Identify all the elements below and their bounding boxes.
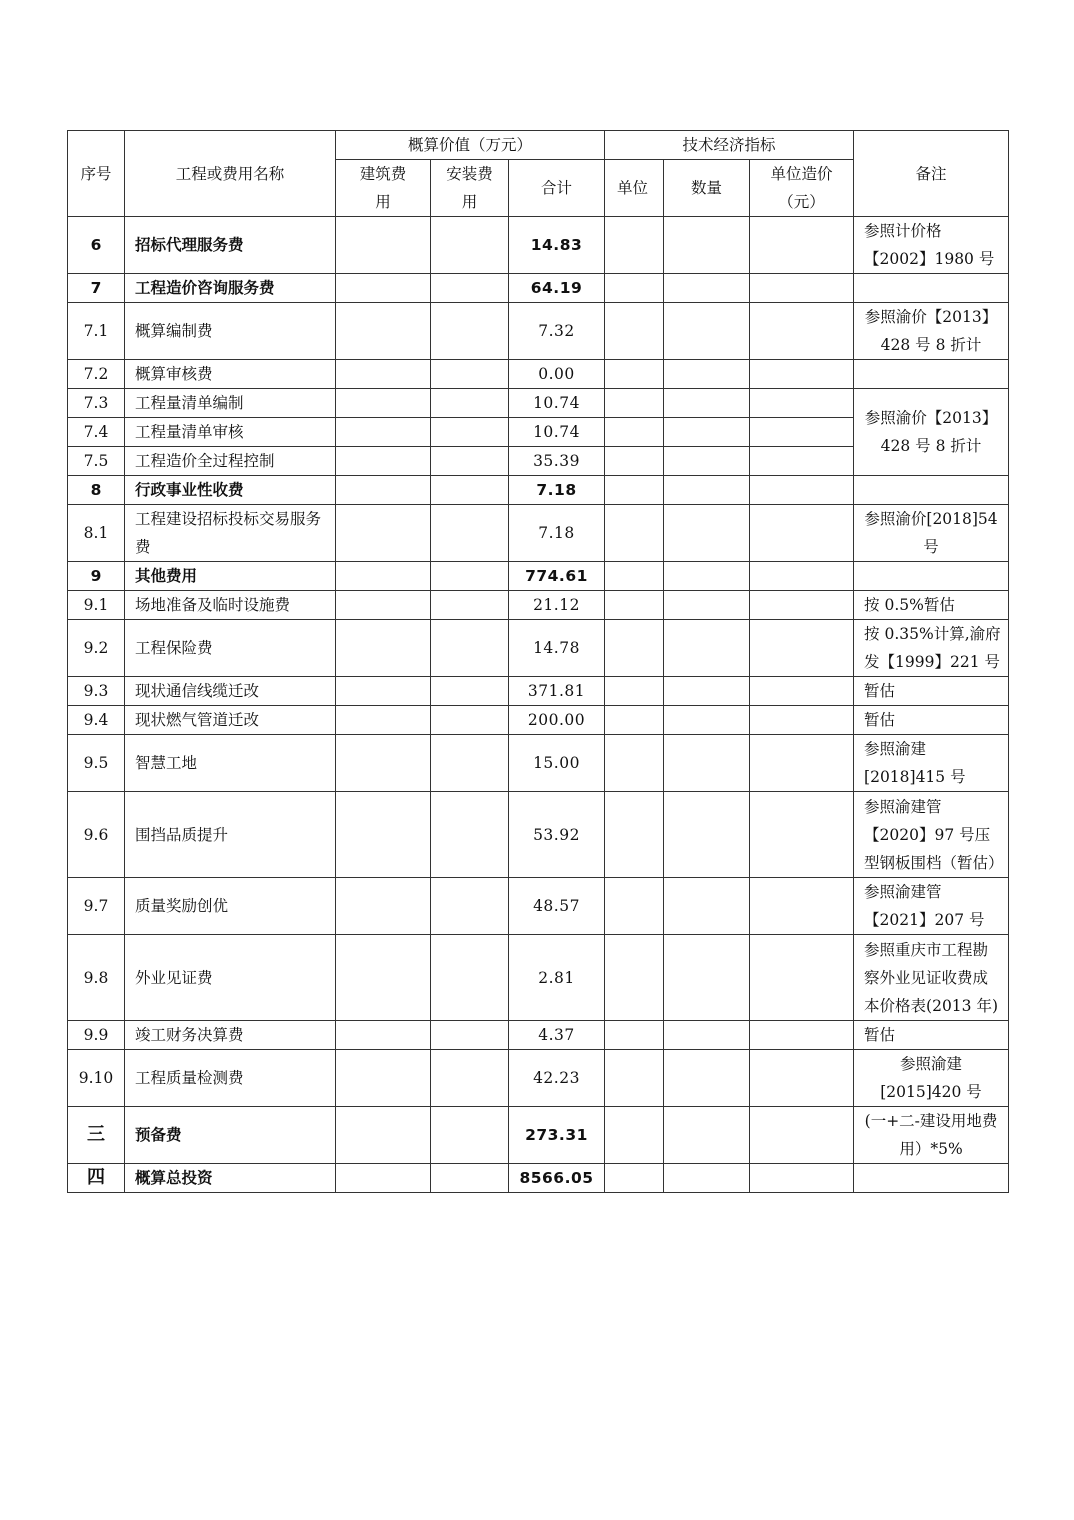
table-row	[68, 706, 1009, 735]
row-name: 行政事业性收费	[125, 476, 336, 505]
table-row	[68, 389, 1009, 418]
row-qty	[664, 792, 750, 878]
row-unit-cost	[750, 1021, 854, 1050]
row-building	[336, 1050, 431, 1107]
row-unit	[605, 418, 664, 447]
row-seq: 四	[68, 1164, 125, 1193]
row-qty	[664, 1021, 750, 1050]
row-qty	[664, 591, 750, 620]
row-note: 参照渝价【2013】428 号 8 折计	[854, 303, 1009, 360]
row-building	[336, 677, 431, 706]
table-row	[68, 1050, 1009, 1107]
table-row	[68, 1107, 1009, 1164]
table-row	[68, 217, 1009, 274]
row-total: 774.61	[509, 562, 605, 591]
row-total: 10.74	[509, 418, 605, 447]
row-unit-cost	[750, 562, 854, 591]
row-note: 参照渝建管【2021】207 号	[854, 878, 1009, 935]
row-unit-cost	[750, 476, 854, 505]
row-building	[336, 792, 431, 878]
row-building	[336, 706, 431, 735]
row-seq: 9.10	[68, 1050, 125, 1107]
row-note: 参照重庆市工程勘察外业见证收费成本价格表(2013 年)	[854, 935, 1009, 1021]
row-unit	[605, 620, 664, 677]
row-unit	[605, 447, 664, 476]
row-name: 现状通信线缆迁改	[125, 677, 336, 706]
row-total: 2.81	[509, 935, 605, 1021]
row-unit-cost	[750, 418, 854, 447]
row-unit	[605, 878, 664, 935]
row-building	[336, 274, 431, 303]
row-total: 7.18	[509, 476, 605, 505]
table-row	[68, 476, 1009, 505]
header-unit: 单位	[605, 160, 664, 217]
row-unit-cost	[750, 1164, 854, 1193]
row-qty	[664, 418, 750, 447]
row-name: 质量奖励创优	[125, 878, 336, 935]
row-building	[336, 878, 431, 935]
row-note	[854, 1164, 1009, 1193]
row-install	[431, 591, 509, 620]
row-note: (一+二-建设用地费用）*5%	[854, 1107, 1009, 1164]
row-install	[431, 505, 509, 562]
row-unit	[605, 1050, 664, 1107]
row-unit	[605, 389, 664, 418]
row-install	[431, 792, 509, 878]
row-building	[336, 1107, 431, 1164]
row-seq: 7.3	[68, 389, 125, 418]
row-name: 概算总投资	[125, 1164, 336, 1193]
row-total: 35.39	[509, 447, 605, 476]
row-building	[336, 591, 431, 620]
row-name: 工程造价咨询服务费	[125, 274, 336, 303]
row-name: 工程保险费	[125, 620, 336, 677]
row-unit-cost	[750, 505, 854, 562]
row-seq: 7.1	[68, 303, 125, 360]
row-name: 工程建设招标投标交易服务费	[125, 505, 336, 562]
row-seq: 9	[68, 562, 125, 591]
row-total: 42.23	[509, 1050, 605, 1107]
row-unit	[605, 505, 664, 562]
row-seq: 9.3	[68, 677, 125, 706]
row-seq: 9.9	[68, 1021, 125, 1050]
row-seq: 9.6	[68, 792, 125, 878]
row-unit-cost	[750, 677, 854, 706]
row-unit	[605, 677, 664, 706]
row-unit-cost	[750, 360, 854, 389]
row-name: 工程造价全过程控制	[125, 447, 336, 476]
row-unit	[605, 476, 664, 505]
row-name: 招标代理服务费	[125, 217, 336, 274]
row-unit	[605, 1164, 664, 1193]
row-unit	[605, 274, 664, 303]
row-install	[431, 620, 509, 677]
row-unit-cost	[750, 447, 854, 476]
header-row-1	[68, 131, 1009, 160]
row-name: 外业见证费	[125, 935, 336, 1021]
table-row	[68, 1021, 1009, 1050]
row-total: 371.81	[509, 677, 605, 706]
table-row	[68, 303, 1009, 360]
header-tech-group: 技术经济指标	[605, 131, 854, 160]
row-unit-cost	[750, 217, 854, 274]
row-qty	[664, 1164, 750, 1193]
row-qty	[664, 476, 750, 505]
row-seq: 7	[68, 274, 125, 303]
row-unit-cost	[750, 274, 854, 303]
row-note: 参照渝价[2018]54 号	[854, 505, 1009, 562]
row-building	[336, 1021, 431, 1050]
row-total: 8566.05	[509, 1164, 605, 1193]
row-total: 200.00	[509, 706, 605, 735]
header-total: 合计	[509, 160, 605, 217]
row-building	[336, 217, 431, 274]
row-unit	[605, 591, 664, 620]
row-qty	[664, 274, 750, 303]
row-note: 参照渝建[2015]420 号	[854, 1050, 1009, 1107]
row-seq: 9.8	[68, 935, 125, 1021]
table-row	[68, 792, 1009, 878]
row-unit-cost	[750, 935, 854, 1021]
row-qty	[664, 878, 750, 935]
row-seq: 9.4	[68, 706, 125, 735]
row-seq: 7.2	[68, 360, 125, 389]
table-row	[68, 620, 1009, 677]
table-row	[68, 274, 1009, 303]
row-name: 概算编制费	[125, 303, 336, 360]
row-note: 暂估	[854, 677, 1009, 706]
row-unit	[605, 217, 664, 274]
row-name: 工程量清单编制	[125, 389, 336, 418]
row-unit	[605, 303, 664, 360]
row-unit-cost	[750, 1050, 854, 1107]
row-total: 7.18	[509, 505, 605, 562]
row-name: 现状燃气管道迁改	[125, 706, 336, 735]
header-note: 备注	[854, 131, 1009, 217]
row-building	[336, 1164, 431, 1193]
row-note	[854, 360, 1009, 389]
row-total: 48.57	[509, 878, 605, 935]
row-install	[431, 360, 509, 389]
row-name: 工程质量检测费	[125, 1050, 336, 1107]
row-install	[431, 476, 509, 505]
table-row	[68, 735, 1009, 792]
row-unit	[605, 935, 664, 1021]
row-building	[336, 620, 431, 677]
table-row	[68, 360, 1009, 389]
header-seq: 序号	[68, 131, 125, 217]
header-estimate-group: 概算价值（万元）	[336, 131, 605, 160]
row-total: 14.83	[509, 217, 605, 274]
row-install	[431, 935, 509, 1021]
row-total: 14.78	[509, 620, 605, 677]
row-unit-cost	[750, 735, 854, 792]
row-name: 工程量清单审核	[125, 418, 336, 447]
row-install	[431, 274, 509, 303]
row-unit	[605, 735, 664, 792]
row-qty	[664, 303, 750, 360]
row-seq: 8	[68, 476, 125, 505]
row-note: 暂估	[854, 706, 1009, 735]
row-name: 预备费	[125, 1107, 336, 1164]
header-unit-cost: 单位造价（元）	[750, 160, 854, 217]
row-qty	[664, 447, 750, 476]
row-total: 15.00	[509, 735, 605, 792]
row-building	[336, 476, 431, 505]
row-seq: 6	[68, 217, 125, 274]
row-total: 273.31	[509, 1107, 605, 1164]
row-unit-cost	[750, 303, 854, 360]
row-building	[336, 303, 431, 360]
row-install	[431, 1107, 509, 1164]
row-unit-cost	[750, 792, 854, 878]
budget-table	[67, 130, 1009, 1193]
row-building	[336, 735, 431, 792]
row-unit-cost	[750, 1107, 854, 1164]
row-seq: 7.5	[68, 447, 125, 476]
row-seq: 9.5	[68, 735, 125, 792]
row-install	[431, 389, 509, 418]
row-install	[431, 217, 509, 274]
row-unit-cost	[750, 591, 854, 620]
row-total: 53.92	[509, 792, 605, 878]
row-note-merged: 参照渝价【2013】428 号 8 折计	[854, 389, 1009, 476]
row-building	[336, 418, 431, 447]
row-install	[431, 1021, 509, 1050]
row-building	[336, 505, 431, 562]
row-install	[431, 878, 509, 935]
row-install	[431, 303, 509, 360]
row-unit-cost	[750, 878, 854, 935]
row-building	[336, 360, 431, 389]
row-unit	[605, 562, 664, 591]
row-qty	[664, 677, 750, 706]
row-note: 参照计价格【2002】1980 号	[854, 217, 1009, 274]
row-note	[854, 274, 1009, 303]
row-seq: 8.1	[68, 505, 125, 562]
row-install	[431, 1164, 509, 1193]
row-qty	[664, 620, 750, 677]
row-unit-cost	[750, 620, 854, 677]
table-row	[68, 1164, 1009, 1193]
row-note	[854, 476, 1009, 505]
row-total: 10.74	[509, 389, 605, 418]
header-install: 安装费用	[431, 160, 509, 217]
row-building	[336, 389, 431, 418]
row-total: 4.37	[509, 1021, 605, 1050]
row-qty	[664, 360, 750, 389]
row-note	[854, 562, 1009, 591]
row-note: 参照渝建[2018]415 号	[854, 735, 1009, 792]
row-qty	[664, 935, 750, 1021]
row-unit-cost	[750, 706, 854, 735]
row-qty	[664, 562, 750, 591]
row-note: 参照渝建管【2020】97 号压型钢板围档（暂估）	[854, 792, 1009, 878]
row-qty	[664, 389, 750, 418]
row-install	[431, 447, 509, 476]
row-name: 竣工财务决算费	[125, 1021, 336, 1050]
header-building: 建筑费用	[336, 160, 431, 217]
row-name: 智慧工地	[125, 735, 336, 792]
table-row	[68, 562, 1009, 591]
table-row	[68, 591, 1009, 620]
row-unit-cost	[750, 389, 854, 418]
row-install	[431, 735, 509, 792]
row-building	[336, 447, 431, 476]
row-building	[336, 562, 431, 591]
row-qty	[664, 706, 750, 735]
row-note: 暂估	[854, 1021, 1009, 1050]
row-qty	[664, 735, 750, 792]
row-qty	[664, 217, 750, 274]
row-seq: 7.4	[68, 418, 125, 447]
row-name: 概算审核费	[125, 360, 336, 389]
row-seq: 9.1	[68, 591, 125, 620]
row-qty	[664, 1050, 750, 1107]
header-name: 工程或费用名称	[125, 131, 336, 217]
row-seq: 三	[68, 1107, 125, 1164]
row-unit	[605, 706, 664, 735]
row-name: 场地准备及临时设施费	[125, 591, 336, 620]
row-qty	[664, 505, 750, 562]
row-building	[336, 935, 431, 1021]
row-total: 7.32	[509, 303, 605, 360]
row-install	[431, 418, 509, 447]
table-row	[68, 878, 1009, 935]
row-qty	[664, 1107, 750, 1164]
row-seq: 9.2	[68, 620, 125, 677]
row-install	[431, 562, 509, 591]
table-row	[68, 677, 1009, 706]
row-total: 0.00	[509, 360, 605, 389]
row-install	[431, 706, 509, 735]
row-seq: 9.7	[68, 878, 125, 935]
row-total: 21.12	[509, 591, 605, 620]
row-name: 其他费用	[125, 562, 336, 591]
row-unit	[605, 1107, 664, 1164]
table-row	[68, 505, 1009, 562]
header-qty: 数量	[664, 160, 750, 217]
row-unit	[605, 360, 664, 389]
row-install	[431, 1050, 509, 1107]
row-unit	[605, 1021, 664, 1050]
row-total: 64.19	[509, 274, 605, 303]
row-install	[431, 677, 509, 706]
row-unit	[605, 792, 664, 878]
row-note: 按 0.35%计算,渝府发【1999】221 号	[854, 620, 1009, 677]
row-name: 围挡品质提升	[125, 792, 336, 878]
table-row	[68, 935, 1009, 1021]
row-note: 按 0.5%暂估	[854, 591, 1009, 620]
